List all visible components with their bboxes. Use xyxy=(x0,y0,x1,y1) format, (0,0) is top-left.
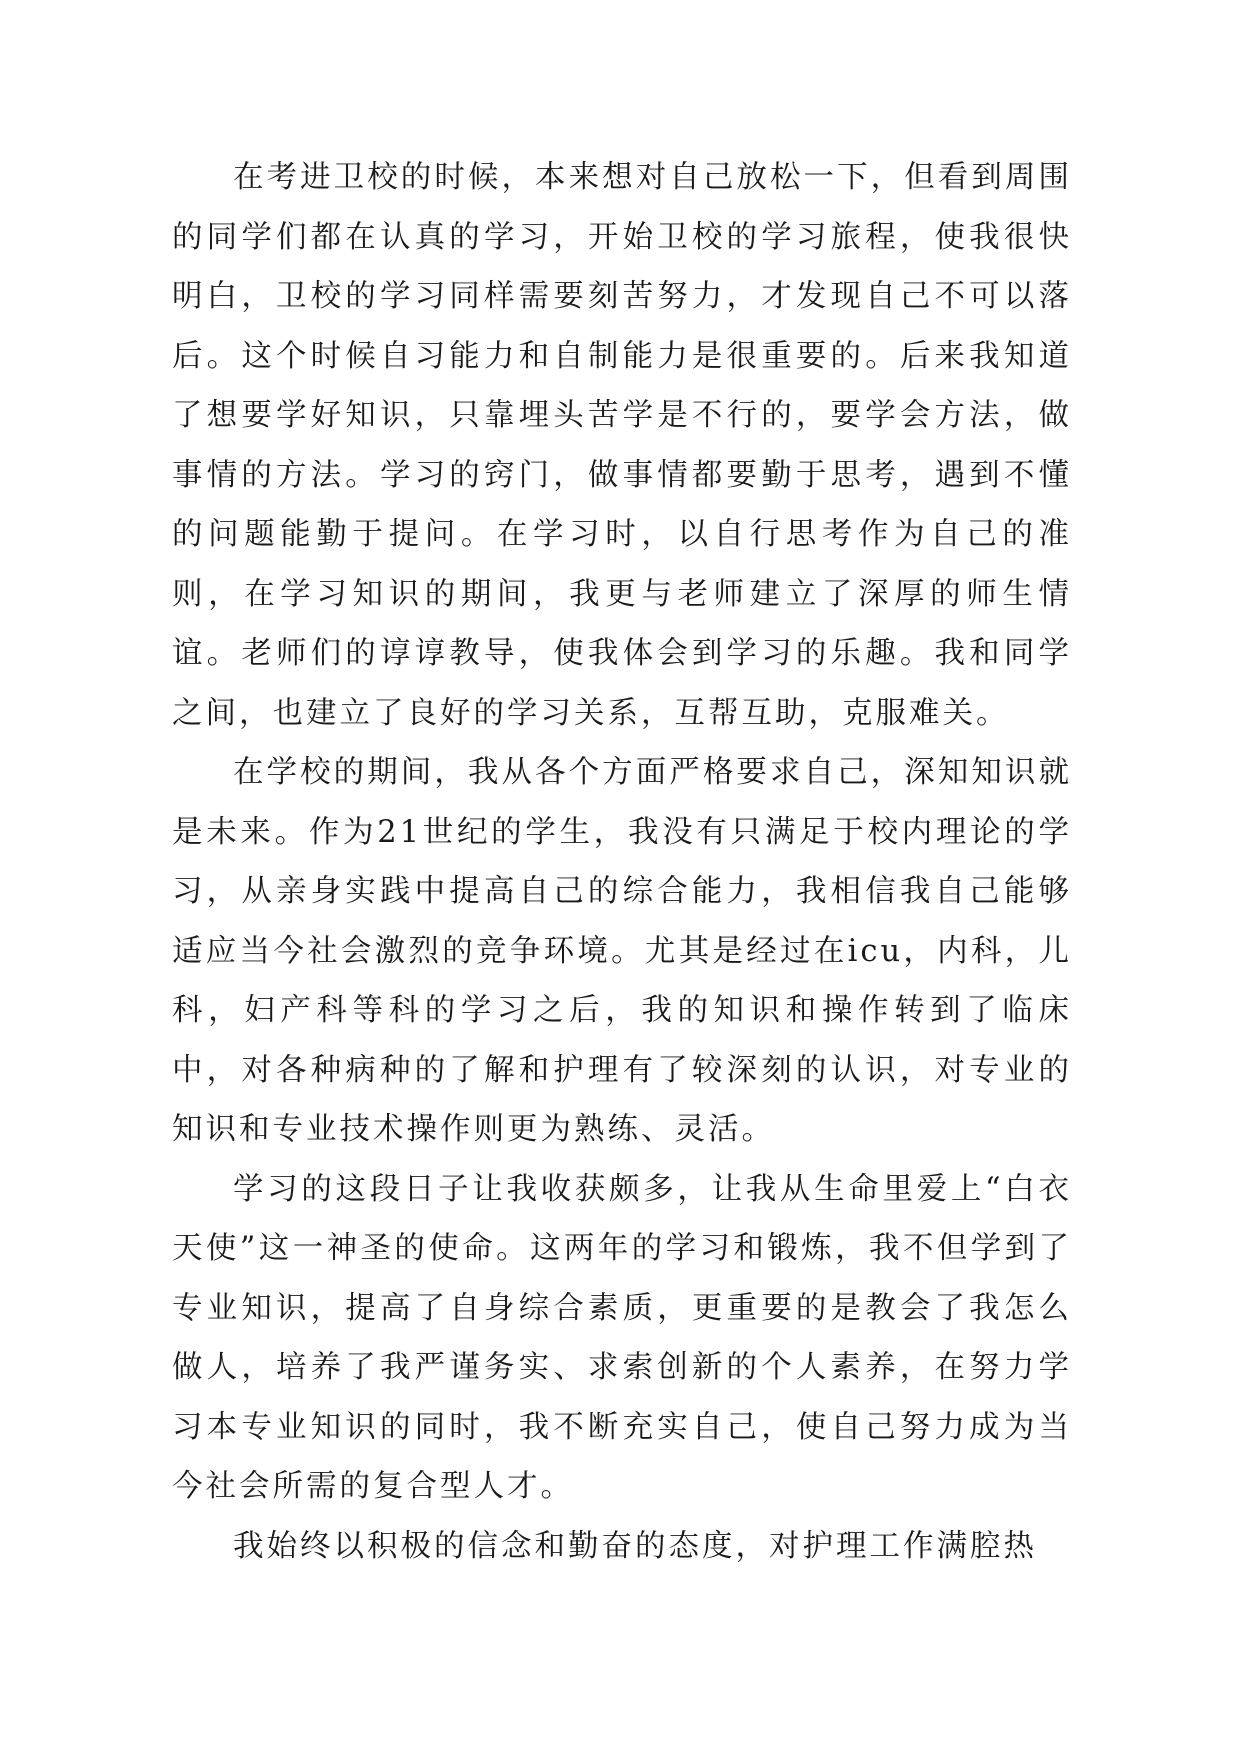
paragraph-4: 我始终以积极的信念和勤奋的态度，对护理工作满腔热 xyxy=(233,1528,1037,1564)
paragraph-2: 在学校的期间，我从各个方面严格要求自己，深知知识就是未来。作为21世纪的学生，我没有只满足于校内理论的学习，从亲身实践中提高自己的综合能力，我相信我自己能够适应当今社会激烈的竞争环境。尤其是经过在icu，内科，儿科，妇产科等科的学习之后，我的知识和操作转到了临床中，对各种病种的了解和护理有了较深刻的认识，对专业的知识和专业技术操作则更为熟练、灵活。 xyxy=(172,755,1072,1147)
paragraph-3: 学习的这段日子让我收获颇多，让我从生命里爱上“白衣天使”这一神圣的使命。这两年的学习和锻炼，我不但学到了专业知识，提高了自身综合素质，更重要的是教会了我怎么做人，培养了我严谨务实、求索创新的个人素养，在努力学习本专业知识的同时，我不断充实自己，使自己努力成为当今社会所需的复合型人才。 xyxy=(172,1171,1072,1504)
document-body xyxy=(172,148,1072,1576)
paragraph-1: 在考进卫校的时候，本来想对自己放松一下，但看到周围的同学们都在认真的学习，开始卫校的学习旅程，使我很快明白，卫校的学习同样需要刻苦努力，才发现自己不可以落后。这个时候自习能力和自制能力是很重要的。后来我知道了想要学好知识，只靠埋头苦学是不行的，要学会方法，做事情的方法。学习的窍门，做事情都要勤于思考，遇到不懂的问题能勤于提问。在学习时，以自行思考作为自己的准则，在学习知识的期间，我更与老师建立了深厚的师生情谊。老师们的谆谆教导，使我体会到学习的乐趣。我和同学之间，也建立了良好的学习关系，互帮互助，克服难关。 xyxy=(172,160,1072,731)
